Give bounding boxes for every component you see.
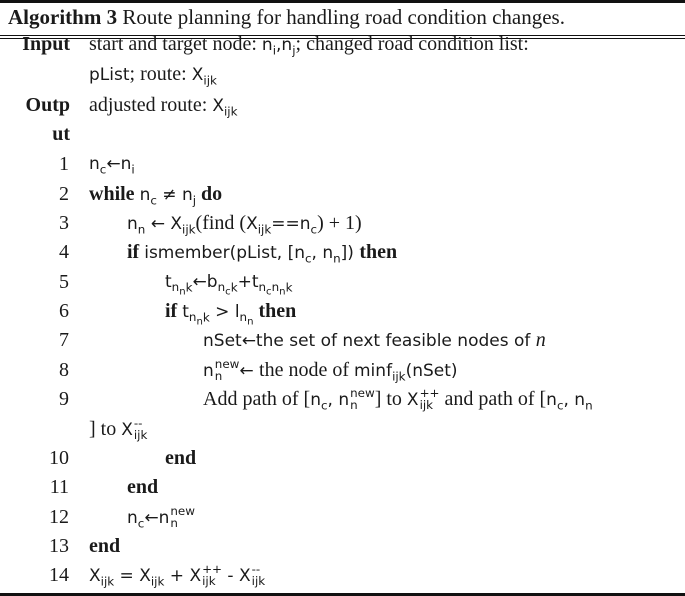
math-token: $n_i$ xyxy=(261,35,277,58)
math-token: ] to xyxy=(89,418,122,440)
line-number: 5 xyxy=(59,271,69,293)
sub-sup xyxy=(350,388,375,412)
math-token: $b_{n_ck}$ xyxy=(206,272,238,298)
algorithm-line xyxy=(0,123,685,152)
math-token: ; route: xyxy=(129,63,192,85)
math-token: $n_n$ xyxy=(171,280,186,298)
math-token: $n_c$ xyxy=(139,185,157,208)
sub-sup xyxy=(215,359,240,383)
line-number: 3 xyxy=(59,212,69,234)
math-token: then xyxy=(359,241,398,263)
math-token: == xyxy=(271,214,300,234)
math-token: (nSet) xyxy=(405,361,458,381)
subscript: n xyxy=(350,398,358,412)
superscript: ++ xyxy=(419,386,440,401)
math-token: $l_{n_n}$ xyxy=(234,302,254,328)
line-content xyxy=(203,359,458,383)
math-token: ]) xyxy=(340,243,360,263)
superscript: new xyxy=(350,386,375,401)
math-token: = xyxy=(114,565,140,586)
line-number: 7 xyxy=(59,329,69,351)
line-content xyxy=(89,183,222,206)
algorithm-line xyxy=(0,359,685,388)
math-token: pList xyxy=(89,65,130,85)
math-token: + xyxy=(164,565,190,586)
algorithm-line xyxy=(0,94,685,123)
math-token: + xyxy=(237,272,252,292)
math-token: Add path of [ xyxy=(203,388,311,410)
math-token: $t_{n_nk}$ xyxy=(165,272,193,298)
algorithm-line xyxy=(0,564,685,593)
algorithm-label: Algorithm 3 xyxy=(8,5,118,29)
subscript: ijk xyxy=(419,398,434,412)
math-token: k xyxy=(202,310,210,325)
subscript: n xyxy=(196,316,203,328)
math-token: k xyxy=(285,280,293,295)
math-token: if xyxy=(127,241,145,263)
line-label: Input xyxy=(22,33,70,55)
math-token: > xyxy=(209,302,235,322)
sub-sup xyxy=(202,564,222,588)
algorithm-title: Route planning for handling road condition changes. xyxy=(122,5,565,29)
superscript: new xyxy=(214,357,240,372)
line-number: 8 xyxy=(59,359,69,381)
math-token: , xyxy=(276,35,282,55)
math-token: ← xyxy=(144,507,159,528)
superscript: -- xyxy=(133,416,143,431)
subscript: ijk xyxy=(182,222,196,237)
math-token: $n_c$ xyxy=(310,390,328,413)
line-number: 14 xyxy=(49,564,69,586)
math-token: do xyxy=(196,183,223,205)
subscript: ijk xyxy=(100,574,115,589)
math-token: $X_{ijk}$ xyxy=(139,565,165,589)
line-number: 4 xyxy=(59,241,69,263)
math-token: $n_c$ xyxy=(546,390,564,413)
algorithm-line xyxy=(0,535,685,564)
line-number: 13 xyxy=(49,535,69,557)
line-content xyxy=(203,329,546,352)
algorithm-line xyxy=(0,329,685,358)
math-token: $n_c$ xyxy=(258,280,272,298)
line-number: 6 xyxy=(59,300,69,322)
subscript: n xyxy=(279,286,286,298)
line-number: 11 xyxy=(49,476,69,498)
math-token: $n_c$ xyxy=(127,507,145,531)
math-token: $t_{n_cn_nk}$ xyxy=(251,272,293,298)
subscript: n xyxy=(333,251,341,266)
math-token: then xyxy=(253,300,297,322)
math-token: X-- ijk xyxy=(238,562,266,588)
math-token: k xyxy=(185,280,193,295)
subscript: n xyxy=(585,398,593,413)
subscript: ijk xyxy=(202,573,216,588)
subscript: ijk xyxy=(133,428,148,442)
line-content xyxy=(89,63,217,86)
algorithm-line xyxy=(0,183,685,212)
algorithm-line xyxy=(0,212,685,241)
math-token: while xyxy=(89,183,140,205)
math-token: start and target node: xyxy=(89,33,262,55)
subscript: j xyxy=(292,43,296,58)
subscript: n xyxy=(247,316,254,328)
subscript: c xyxy=(556,398,564,413)
line-content xyxy=(203,388,593,412)
line-label: ut xyxy=(52,123,70,145)
algorithm-line xyxy=(0,388,685,417)
math-token: and path of [ xyxy=(439,388,547,410)
math-token: $n_n$ xyxy=(322,243,341,266)
math-token: X++ ijk xyxy=(189,562,223,588)
math-token: nnew n xyxy=(338,386,375,412)
subscript: ijk xyxy=(257,222,272,237)
math-token: $n_i$ xyxy=(120,154,135,177)
line-content xyxy=(89,94,237,117)
sub-sup xyxy=(134,418,148,442)
math-token: nSet←the set of next feasible nodes of xyxy=(203,331,536,351)
math-token: the node of xyxy=(259,359,354,381)
math-token: $n_n$ xyxy=(188,310,203,328)
math-token: $n_c$ xyxy=(89,154,107,177)
superscript: new xyxy=(170,504,195,518)
line-content xyxy=(127,212,362,235)
line-content xyxy=(165,271,293,298)
math-token: ismember(pList, [ xyxy=(144,243,295,263)
line-content xyxy=(89,153,135,175)
line-number: 10 xyxy=(49,447,69,469)
math-token: $n_n$ xyxy=(127,214,146,237)
math-token: $n_n$ xyxy=(574,390,593,413)
line-content xyxy=(89,33,529,56)
sub-sup xyxy=(170,506,195,530)
line-content xyxy=(127,476,158,499)
math-token: end xyxy=(127,476,159,498)
line-content xyxy=(89,535,120,558)
math-token: $n_c$ xyxy=(299,214,318,237)
math-token: $n_j$ xyxy=(181,185,197,208)
line-number: 12 xyxy=(49,506,69,528)
subscript: n xyxy=(137,222,146,237)
subscript: c xyxy=(320,398,328,413)
line-content xyxy=(165,447,196,470)
math-token: ← xyxy=(239,361,260,381)
math-token: ≠ xyxy=(156,185,182,205)
math-token: - xyxy=(222,565,239,586)
subscript: ijk xyxy=(251,573,266,588)
line-number: 9 xyxy=(59,388,69,410)
subscript: c xyxy=(266,286,272,298)
math-token: $X_{ijk}$ xyxy=(89,565,115,589)
line-content xyxy=(127,241,397,264)
subscript: c xyxy=(99,162,107,177)
math-token: nnew n xyxy=(158,504,195,530)
algorithm-caption xyxy=(8,5,565,30)
math-token: $f_{ijk}$ xyxy=(386,361,406,384)
subscript: ijk xyxy=(150,574,165,589)
line-content xyxy=(89,564,265,588)
sub-sup xyxy=(420,388,440,412)
algorithm-line xyxy=(0,418,685,447)
subscript: ijk xyxy=(392,369,406,384)
math-token: (find ( xyxy=(195,212,247,234)
math-token: , xyxy=(311,243,323,263)
math-token: ; changed road condition list: xyxy=(295,33,529,55)
math-token: ] to xyxy=(374,388,407,410)
subscript: c xyxy=(310,222,318,237)
line-content xyxy=(127,506,195,530)
math-token: ← xyxy=(106,154,121,174)
math-token: k xyxy=(230,280,238,295)
line-number: 1 xyxy=(59,153,69,175)
subscript: c xyxy=(304,251,312,266)
math-token: ) + 1) xyxy=(317,212,362,234)
math-token: nn xyxy=(239,310,254,328)
algorithm-line xyxy=(0,153,685,182)
line-content xyxy=(89,418,147,442)
subscript: c xyxy=(150,193,157,208)
subscript xyxy=(217,280,238,298)
algorithm-line xyxy=(0,476,685,505)
subscript: n xyxy=(170,515,178,530)
math-token: nnew n xyxy=(203,357,240,383)
superscript: ++ xyxy=(202,562,223,576)
subscript: i xyxy=(131,162,135,177)
math-token: end xyxy=(89,535,121,557)
subscript: j xyxy=(192,193,197,208)
line-label: Outp xyxy=(25,94,70,116)
subscript: n xyxy=(214,369,223,383)
math-token: $X_{ijk}$ xyxy=(191,65,217,88)
math-token: $n_c$ xyxy=(294,243,312,266)
math-token: $n_j$ xyxy=(281,35,296,58)
algorithm-line xyxy=(0,506,685,535)
line-content xyxy=(165,300,297,328)
subscript: c xyxy=(225,286,231,298)
algorithm-line xyxy=(0,33,685,62)
math-token: , xyxy=(563,390,575,410)
math-token: X-- ijk xyxy=(121,416,148,442)
math-token: X++ ijk xyxy=(406,386,440,412)
math-token: , xyxy=(327,390,339,410)
algorithm-line xyxy=(0,271,685,300)
algorithm-line xyxy=(0,447,685,476)
line-number: 2 xyxy=(59,183,69,205)
math-token: if xyxy=(165,300,183,322)
subscript: i xyxy=(272,43,277,58)
math-token: n xyxy=(535,329,546,351)
subscript: c xyxy=(137,516,145,531)
math-token: $X_{ijk}$ xyxy=(246,214,272,237)
sub-sup xyxy=(252,564,266,588)
math-token: $X_{ijk}$ xyxy=(212,96,238,119)
math-token: min xyxy=(354,361,387,381)
math-token: ← xyxy=(145,214,171,234)
math-token: adjusted route: xyxy=(89,94,213,116)
math-token: end xyxy=(165,447,197,469)
subscript: n xyxy=(179,286,186,298)
math-token: $n_n$ xyxy=(271,280,286,298)
top-rule xyxy=(0,0,685,3)
math-token: $X_{ijk}$ xyxy=(170,214,196,237)
subscript: ijk xyxy=(223,104,238,119)
superscript: -- xyxy=(251,562,261,576)
math-token: $t_{n_nk}$ xyxy=(182,302,210,328)
algorithm-line xyxy=(0,300,685,329)
math-token: $n_c$ xyxy=(217,280,231,298)
algorithm-line xyxy=(0,241,685,270)
math-token: ← xyxy=(192,272,207,292)
subscript: ijk xyxy=(203,73,217,88)
algorithm-line xyxy=(0,63,685,92)
